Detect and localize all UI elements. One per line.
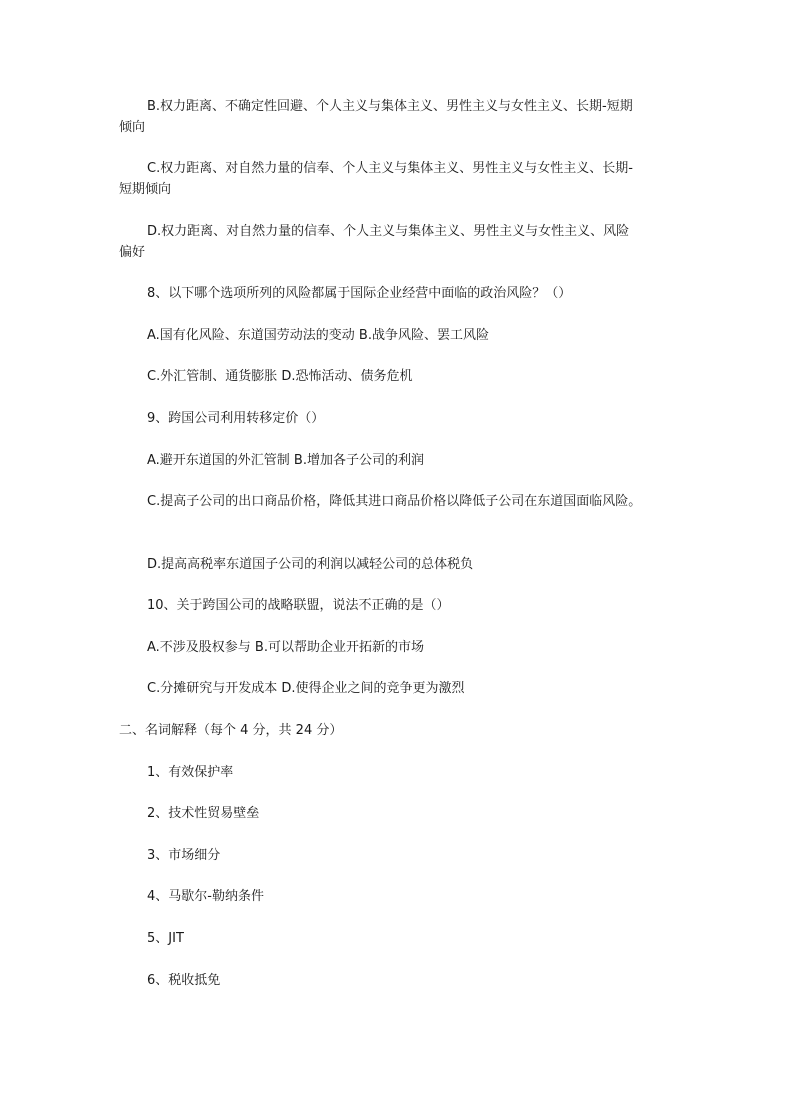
question-8-options-ab: A.国有化风险、东道国劳动法的变动 B.战争风险、罢工风险 bbox=[147, 328, 489, 343]
question-9-option-c: C.提高子公司的出口商品价格，降低其进口商品价格以降低子公司在东道国面临风险。 bbox=[147, 494, 642, 509]
option-c-line-1: C.权力距离、对自然力量的信奉、个人主义与集体主义、男性主义与女性主义、长期- bbox=[147, 161, 633, 176]
option-d-line-1: D.权力距离、对自然力量的信奉、个人主义与集体主义、男性主义与女性主义、风险 bbox=[147, 224, 630, 239]
question-8-options-cd: C.外汇管制、通货膨胀 D.恐怖活动、债务危机 bbox=[147, 369, 413, 384]
term-item: 2、技术性贸易壁垒 bbox=[147, 806, 260, 821]
term-item: 1、有效保护率 bbox=[147, 765, 234, 780]
term-item: 6、税收抵免 bbox=[147, 973, 221, 988]
question-9-options-ab: A.避开东道国的外汇管制 B.增加各子公司的利润 bbox=[147, 453, 424, 468]
option-c-line-2: 短期倾向 bbox=[119, 182, 172, 197]
option-b-line-2: 倾向 bbox=[119, 120, 146, 135]
question-9-stem: 9、跨国公司利用转移定价（） bbox=[147, 411, 325, 426]
term-item: 5、JIT bbox=[147, 931, 184, 946]
question-8-stem: 8、以下哪个选项所列的风险都属于国际企业经营中面临的政治风险？（） bbox=[147, 286, 572, 301]
section-2-heading: 二、名词解释（每个 4 分，共 24 分） bbox=[119, 723, 343, 738]
question-10-options-cd: C.分摊研究与开发成本 D.使得企业之间的竞争更为激烈 bbox=[147, 681, 465, 696]
question-9-option-d: D.提高高税率东道国子公司的利润以减轻公司的总体税负 bbox=[147, 557, 474, 572]
question-10-options-ab: A.不涉及股权参与 B.可以帮助企业开拓新的市场 bbox=[147, 640, 424, 655]
option-d-line-2: 偏好 bbox=[119, 245, 146, 260]
option-b-line-1: B.权力距离、不确定性回避、个人主义与集体主义、男性主义与女性主义、长期-短期 bbox=[147, 99, 633, 114]
term-item: 3、市场细分 bbox=[147, 848, 221, 863]
question-10-stem: 10、关于跨国公司的战略联盟，说法不正确的是（） bbox=[147, 598, 450, 613]
term-item: 4、马歇尔-勒纳条件 bbox=[147, 889, 264, 904]
